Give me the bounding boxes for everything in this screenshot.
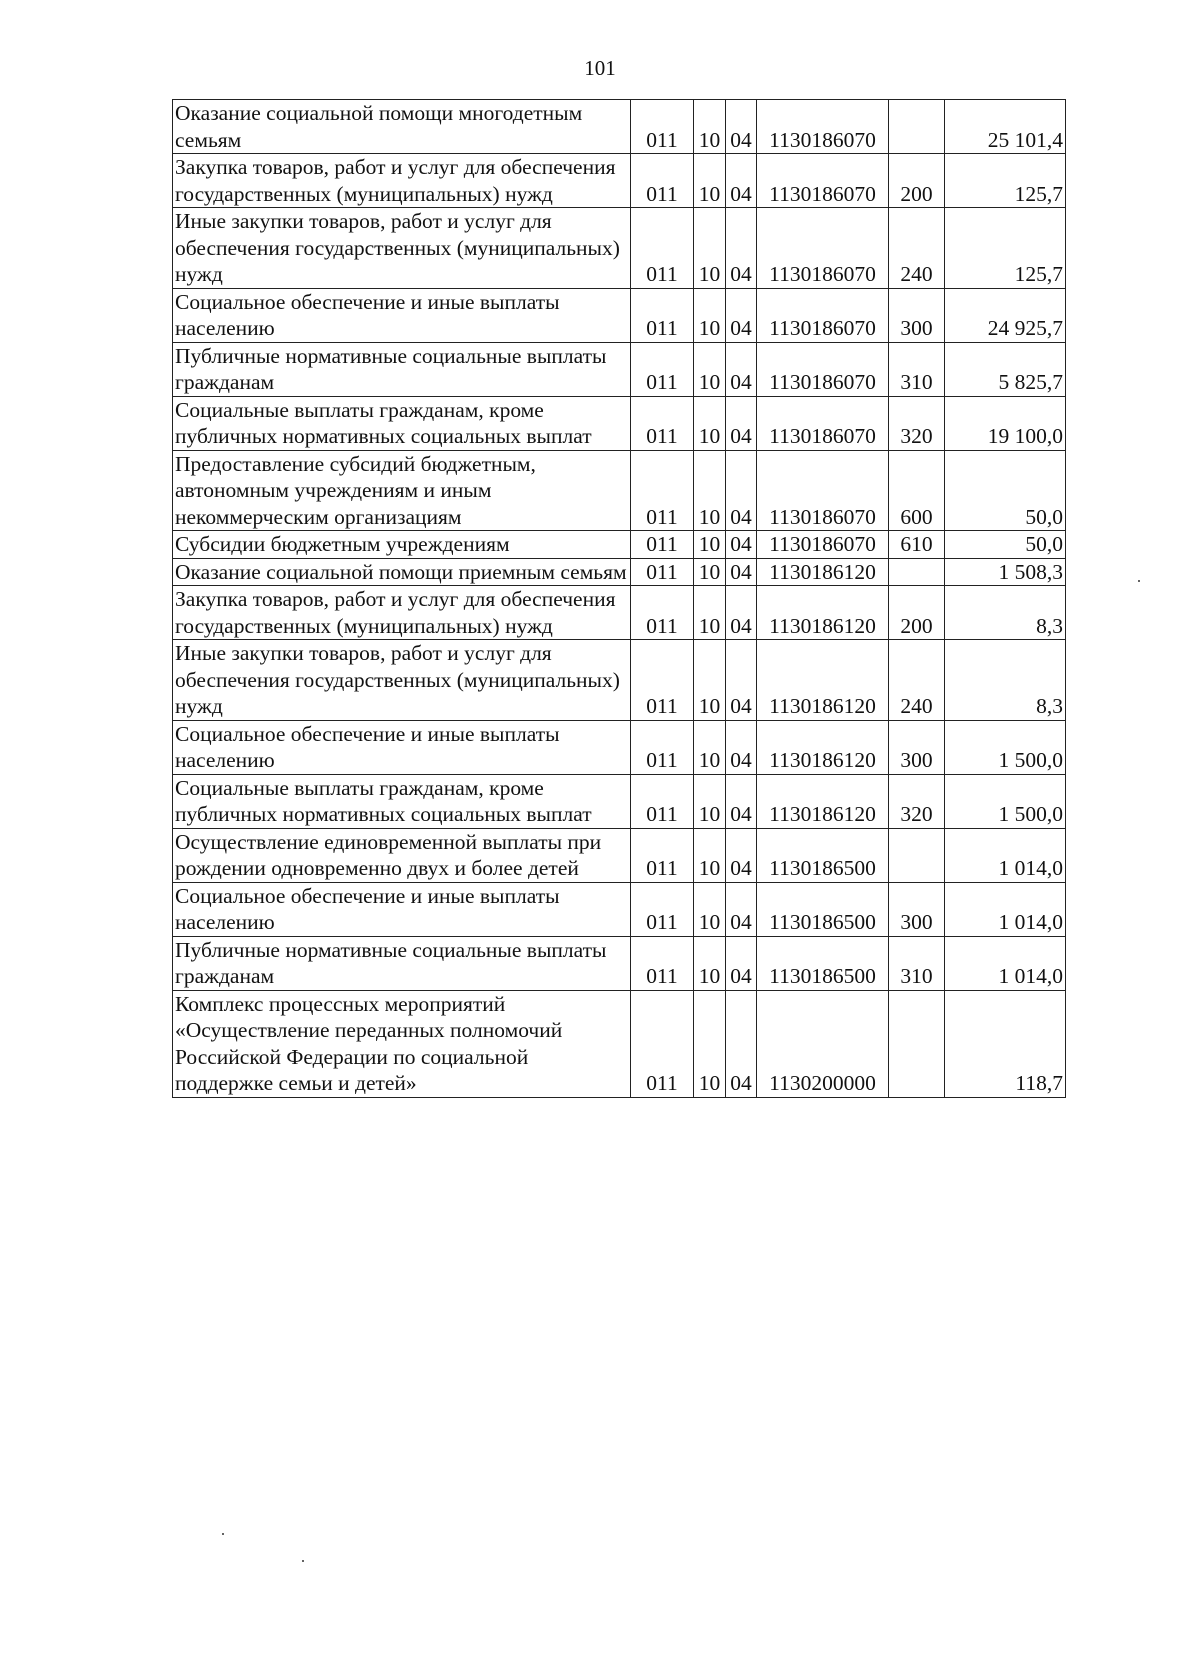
section-code: 10 (694, 990, 726, 1097)
amount: 24 925,7 (945, 288, 1066, 342)
section-code: 10 (694, 450, 726, 531)
subsection-code: 04 (726, 450, 757, 531)
target-article-code: 1130186120 (757, 774, 889, 828)
row-name: Социальное обеспечение и иные выплаты населению (173, 720, 631, 774)
expense-type-code: 200 (889, 586, 945, 640)
section-code: 10 (694, 882, 726, 936)
row-name: Социальные выплаты гражданам, кроме публичных нормативных социальных выплат (173, 396, 631, 450)
section-code: 10 (694, 208, 726, 289)
subsection-code: 04 (726, 100, 757, 154)
scan-speck (222, 1533, 224, 1535)
amount: 125,7 (945, 154, 1066, 208)
table-row (173, 828, 1066, 882)
target-article-code: 1130186070 (757, 450, 889, 531)
amount: 25 101,4 (945, 100, 1066, 154)
target-article-code: 1130186070 (757, 342, 889, 396)
expense-type-code (889, 828, 945, 882)
table-row (173, 936, 1066, 990)
expense-type-code: 610 (889, 531, 945, 559)
table-row (173, 154, 1066, 208)
target-article-code: 1130186070 (757, 396, 889, 450)
expense-type-code: 200 (889, 154, 945, 208)
expense-type-code: 240 (889, 640, 945, 721)
ved-code: 011 (631, 342, 694, 396)
table-row (173, 640, 1066, 721)
amount: 1 500,0 (945, 720, 1066, 774)
scan-speck (1138, 580, 1140, 582)
subsection-code: 04 (726, 882, 757, 936)
table-row (173, 558, 1066, 586)
subsection-code: 04 (726, 936, 757, 990)
table-row (173, 288, 1066, 342)
expense-type-code: 300 (889, 288, 945, 342)
section-code: 10 (694, 531, 726, 559)
target-article-code: 1130186120 (757, 558, 889, 586)
section-code: 10 (694, 558, 726, 586)
target-article-code: 1130186500 (757, 936, 889, 990)
expense-type-code (889, 558, 945, 586)
table-row (173, 396, 1066, 450)
ved-code: 011 (631, 531, 694, 559)
row-name: Публичные нормативные социальные выплаты гражданам (173, 936, 631, 990)
ved-code: 011 (631, 396, 694, 450)
target-article-code: 1130186120 (757, 640, 889, 721)
subsection-code: 04 (726, 774, 757, 828)
section-code: 10 (694, 936, 726, 990)
expense-type-code (889, 990, 945, 1097)
page-number: 101 (584, 56, 616, 80)
row-name: Оказание социальной помощи приемным семьям (173, 558, 631, 586)
table-row (173, 531, 1066, 559)
target-article-code: 1130186500 (757, 882, 889, 936)
target-article-code: 1130186070 (757, 208, 889, 289)
ved-code: 011 (631, 828, 694, 882)
ved-code: 011 (631, 208, 694, 289)
subsection-code: 04 (726, 828, 757, 882)
section-code: 10 (694, 100, 726, 154)
target-article-code: 1130186070 (757, 100, 889, 154)
expense-type-code: 320 (889, 774, 945, 828)
row-name: Социальное обеспечение и иные выплаты населению (173, 882, 631, 936)
target-article-code: 1130186070 (757, 154, 889, 208)
expense-type-code: 310 (889, 342, 945, 396)
subsection-code: 04 (726, 640, 757, 721)
subsection-code: 04 (726, 342, 757, 396)
section-code: 10 (694, 720, 726, 774)
section-code: 10 (694, 586, 726, 640)
target-article-code: 1130186070 (757, 531, 889, 559)
table-row (173, 342, 1066, 396)
ved-code: 011 (631, 774, 694, 828)
expense-type-code: 300 (889, 882, 945, 936)
amount: 50,0 (945, 531, 1066, 559)
table-row (173, 586, 1066, 640)
table-row (173, 450, 1066, 531)
row-name: Субсидии бюджетным учреждениям (173, 531, 631, 559)
ved-code: 011 (631, 640, 694, 721)
amount: 118,7 (945, 990, 1066, 1097)
ved-code: 011 (631, 100, 694, 154)
amount: 1 014,0 (945, 936, 1066, 990)
ved-code: 011 (631, 882, 694, 936)
budget-table (172, 99, 1066, 1098)
amount: 1 500,0 (945, 774, 1066, 828)
section-code: 10 (694, 154, 726, 208)
expense-type-code: 240 (889, 208, 945, 289)
subsection-code: 04 (726, 154, 757, 208)
amount: 125,7 (945, 208, 1066, 289)
amount: 50,0 (945, 450, 1066, 531)
section-code: 10 (694, 828, 726, 882)
subsection-code: 04 (726, 720, 757, 774)
amount: 8,3 (945, 640, 1066, 721)
amount: 1 014,0 (945, 828, 1066, 882)
target-article-code: 1130186120 (757, 720, 889, 774)
row-name: Закупка товаров, работ и услуг для обеспечения государственных (муниципальных) нужд (173, 586, 631, 640)
subsection-code: 04 (726, 288, 757, 342)
ved-code: 011 (631, 154, 694, 208)
budget-table-body (173, 100, 1066, 1098)
section-code: 10 (694, 342, 726, 396)
expense-type-code: 310 (889, 936, 945, 990)
table-row (173, 882, 1066, 936)
row-name: Закупка товаров, работ и услуг для обеспечения государственных (муниципальных) нужд (173, 154, 631, 208)
section-code: 10 (694, 774, 726, 828)
row-name: Иные закупки товаров, работ и услуг для обеспечения государственных (муниципальных) нужд (173, 640, 631, 721)
scan-speck (302, 1560, 304, 1562)
amount: 1 014,0 (945, 882, 1066, 936)
ved-code: 011 (631, 720, 694, 774)
row-name: Иные закупки товаров, работ и услуг для обеспечения государственных (муниципальных) нужд (173, 208, 631, 289)
row-name: Оказание социальной помощи многодетным семьям (173, 100, 631, 154)
table-row (173, 774, 1066, 828)
amount: 1 508,3 (945, 558, 1066, 586)
row-name: Социальные выплаты гражданам, кроме публичных нормативных социальных выплат (173, 774, 631, 828)
row-name: Комплекс процессных мероприятий «Осуществление переданных полномочий Российской Федерации по социальной поддержке семьи и детей» (173, 990, 631, 1097)
table-row (173, 990, 1066, 1097)
table-row (173, 208, 1066, 289)
target-article-code: 1130186500 (757, 828, 889, 882)
target-article-code: 1130186070 (757, 288, 889, 342)
subsection-code: 04 (726, 558, 757, 586)
row-name: Публичные нормативные социальные выплаты гражданам (173, 342, 631, 396)
subsection-code: 04 (726, 586, 757, 640)
expense-type-code: 600 (889, 450, 945, 531)
expense-type-code: 300 (889, 720, 945, 774)
ved-code: 011 (631, 936, 694, 990)
expense-type-code: 320 (889, 396, 945, 450)
row-name: Предоставление субсидий бюджетным, автономным учреждениям и иным некоммерческим организациям (173, 450, 631, 531)
row-name: Социальное обеспечение и иные выплаты населению (173, 288, 631, 342)
amount: 8,3 (945, 586, 1066, 640)
section-code: 10 (694, 396, 726, 450)
amount: 19 100,0 (945, 396, 1066, 450)
ved-code: 011 (631, 288, 694, 342)
target-article-code: 1130186120 (757, 586, 889, 640)
section-code: 10 (694, 640, 726, 721)
target-article-code: 1130200000 (757, 990, 889, 1097)
subsection-code: 04 (726, 208, 757, 289)
ved-code: 011 (631, 558, 694, 586)
section-code: 10 (694, 288, 726, 342)
ved-code: 011 (631, 450, 694, 531)
expense-type-code (889, 100, 945, 154)
subsection-code: 04 (726, 531, 757, 559)
row-name: Осуществление единовременной выплаты при рождении одновременно двух и более детей (173, 828, 631, 882)
ved-code: 011 (631, 990, 694, 1097)
table-row (173, 100, 1066, 154)
amount: 5 825,7 (945, 342, 1066, 396)
subsection-code: 04 (726, 396, 757, 450)
table-row (173, 720, 1066, 774)
subsection-code: 04 (726, 990, 757, 1097)
ved-code: 011 (631, 586, 694, 640)
